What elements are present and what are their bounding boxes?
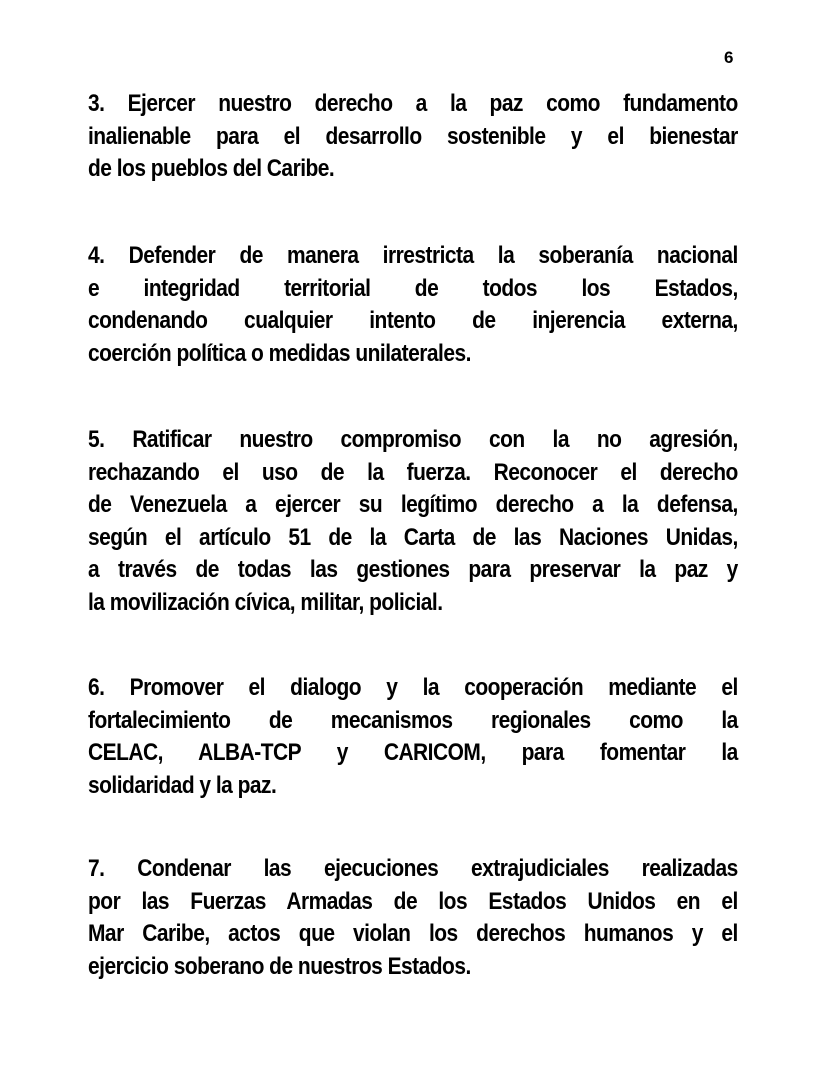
paragraph-line: de Venezuela a ejercer su legítimo derecho a la defensa, [88,491,738,519]
paragraph-7 [88,853,738,983]
paragraph-line: ejercicio soberano de nuestros Estados. [88,952,471,980]
paragraph-line: 6. Promover el dialogo y la cooperación mediante el [88,674,738,701]
paragraph-line: la movilización cívica, militar, policial. [88,588,443,616]
paragraph-line: de los pueblos del Caribe. [88,155,335,183]
paragraph-line: por las Fuerzas Armadas de los Estados Unidos en el [88,887,738,915]
paragraph-line: a través de todas las gestiones para preservar la paz y [88,556,738,584]
paragraph-line: fortalecimiento de mecanismos regionales como la [88,706,738,734]
paragraph-line: rechazando el uso de la fuerza. Reconocer el derecho [88,458,738,486]
paragraph-line: 3. Ejercer nuestro derecho a la paz como fundamento [88,90,738,117]
paragraph-line: condenando cualquier intento de injerencia externa, [88,307,738,335]
paragraph-3 [88,88,738,186]
paragraph-line: CELAC, ALBA-TCP y CARICOM, para fomentar la [88,739,738,767]
page-number: 6 [724,48,734,67]
paragraph-4 [88,240,738,370]
paragraph-line: Mar Caribe, actos que violan los derechos humanos y el [88,920,738,948]
paragraph-line: e integridad territorial de todos los Estados, [88,274,738,302]
paragraph-line: 5. Ratificar nuestro compromiso con la no agresión, [88,426,738,453]
paragraph-5 [88,424,738,620]
paragraph-line: 4. Defender de manera irrestricta la soberanía nacional [88,242,738,269]
paragraph-line: según el artículo 51 de la Carta de las Naciones Unidas, [88,523,738,551]
paragraph-line: coerción política o medidas unilaterales. [88,339,471,367]
paragraph-line: 7. Condenar las ejecuciones extrajudiciales realizadas [88,855,738,882]
paragraph-6 [88,672,738,802]
paragraph-line: inalienable para el desarrollo sostenible y el bienestar [88,122,738,150]
paragraph-line: solidaridad y la paz. [88,771,277,799]
